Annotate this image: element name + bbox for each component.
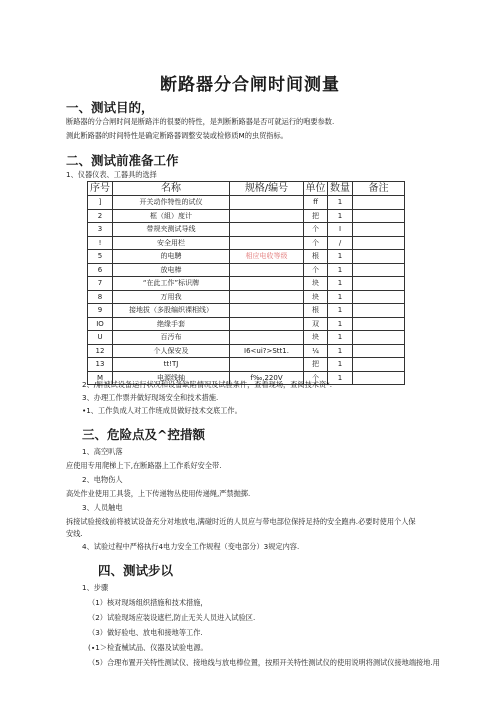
- cell-spec: [230, 263, 304, 277]
- section-3-item: 安线.: [66, 529, 83, 538]
- cell-name: 开关动作特性的试仪: [113, 196, 230, 210]
- document-title: 断路器分合闸时间测量: [160, 75, 340, 95]
- cell-qty: 1: [328, 250, 353, 264]
- cell-no: 3: [88, 223, 113, 237]
- cell-qty: 1: [328, 331, 353, 345]
- header-name: 名称: [113, 182, 230, 196]
- cell-remark: [353, 371, 405, 385]
- cell-qty: 1: [328, 277, 353, 291]
- table-row: [88, 196, 405, 210]
- cell-qty: 1: [328, 344, 353, 358]
- cell-qty: I: [328, 223, 353, 237]
- section-2-note-4: •1、工作负成人对工作班成员做好技术交底工作。: [82, 406, 242, 415]
- table-row: [88, 223, 405, 237]
- table-header-row: [88, 182, 405, 196]
- cell-no: 9: [88, 304, 113, 318]
- section-1-line-1: 断路器的分合闸时间是断路泮的很要的特性，是判断断路器是否可就运行的咆要参数.: [66, 117, 335, 126]
- cell-unit: 块: [304, 277, 328, 291]
- section-3-item: 2、电物伤人: [82, 475, 123, 484]
- cell-spec: I6<ui?>Stt1.: [230, 344, 304, 358]
- cell-no: ]: [88, 196, 113, 210]
- table-body: [88, 196, 405, 385]
- cell-remark: [353, 263, 405, 277]
- cell-name: 绝缘手套: [113, 317, 230, 331]
- section-4-item: （1）核对现场组织措施和技术措施，: [88, 598, 208, 607]
- header-spec: 规格/编号: [230, 182, 304, 196]
- section-4-heading: 四、测试步以: [98, 563, 174, 578]
- cell-unit: 块: [304, 331, 328, 345]
- cell-remark: [353, 250, 405, 264]
- cell-unit: 个: [304, 223, 328, 237]
- equipment-table: [87, 181, 405, 385]
- cell-unit: 根: [304, 304, 328, 318]
- table-row: [88, 250, 405, 264]
- section-3-item: 1、高空叭落: [82, 447, 123, 456]
- cell-no: 12: [88, 344, 113, 358]
- cell-unit: 根: [304, 250, 328, 264]
- cell-remark: [353, 209, 405, 223]
- section-4-item: （3）做好验电、放电和接地等工作.: [88, 628, 203, 637]
- cell-qty: 1: [328, 263, 353, 277]
- section-4-item: （2）试验现场应装设遮栏,防止无关人员进入试验区.: [88, 613, 256, 622]
- cell-remark: [353, 331, 405, 345]
- cell-qty: 1: [328, 209, 353, 223]
- cell-qty: 1: [328, 358, 353, 372]
- cell-unit: 块: [304, 290, 328, 304]
- cell-spec: [230, 331, 304, 345]
- cell-remark: [353, 317, 405, 331]
- cell-name: 接地拔（多股编织裸相线）: [113, 304, 230, 318]
- section-2-note-2: 2、/斛被试设备运行状况和设备缺陷情况及试验条件，查看现场，查阅技术资*.: [82, 380, 333, 389]
- cell-name: 百汚布: [113, 331, 230, 345]
- cell-remark: [353, 290, 405, 304]
- cell-name: 带规夹测试导线: [113, 223, 230, 237]
- table-row: [88, 277, 405, 291]
- cell-name: 个人保安及: [113, 344, 230, 358]
- cell-name: tt!TJ: [113, 358, 230, 372]
- cell-no: 2: [88, 209, 113, 223]
- cell-name: 电源线轴: [113, 371, 230, 385]
- section-1-heading: 一、测试目的，: [66, 100, 154, 115]
- cell-remark: [353, 304, 405, 318]
- section-3-item: 4、试验过程中严格执行4电力安全工作规程（变电部分）3规定内容.: [82, 542, 300, 551]
- section-4-item: （5）合理布置开关特性测试仪、接地线与放电棒位置，按照开关特性测试仪的使用说明将测试仪接地端接地.用: [88, 658, 440, 667]
- cell-unit: 个: [304, 371, 328, 385]
- section-4-item: (∙1＞检査械试品、仪器及试验电源。: [88, 643, 208, 652]
- cell-spec: [230, 277, 304, 291]
- cell-name: 放电棒: [113, 263, 230, 277]
- section-3-item: 应使用专用爬梯上下,在断路器上工作系好安全带.: [66, 461, 222, 470]
- cell-spec: [230, 223, 304, 237]
- cell-name: 的电騁: [113, 250, 230, 264]
- section-2-subheading: 1、仪器仪表、工器具的选择: [66, 170, 157, 179]
- cell-spec: [230, 236, 304, 250]
- cell-spec: 相应电收等级: [230, 250, 304, 264]
- table-row: [88, 263, 405, 277]
- cell-spec: f‰,220V: [230, 371, 304, 385]
- section-4-item: 1、步骤: [82, 583, 109, 592]
- cell-no: IO: [88, 317, 113, 331]
- cell-remark: [353, 358, 405, 372]
- cell-spec: [230, 209, 304, 223]
- cell-name: 万用我: [113, 290, 230, 304]
- cell-unit: 把: [304, 209, 328, 223]
- cell-unit: 双: [304, 317, 328, 331]
- cell-unit: 个: [304, 263, 328, 277]
- section-3-item: 高处作业使用工具袋，上下传递物丛使用传递绳,严禁抛掷.: [66, 489, 251, 498]
- cell-unit: ff: [304, 196, 328, 210]
- table-row: [88, 344, 405, 358]
- table-row: [88, 304, 405, 318]
- section-1-line-2: 测此断路器的时间特性是确定断路器调整安装或检修质M的虫贸指标。: [66, 131, 288, 140]
- cell-spec: [230, 196, 304, 210]
- table-row: [88, 236, 405, 250]
- header-qty: 数量: [328, 182, 353, 196]
- cell-name: 安全用栏: [113, 236, 230, 250]
- cell-unit: 个: [304, 236, 328, 250]
- cell-name: “在此工作”标识牌: [113, 277, 230, 291]
- cell-no: U: [88, 331, 113, 345]
- section-3-item: 3、人员触电: [82, 503, 123, 512]
- cell-no: M: [88, 371, 113, 385]
- cell-no: !: [88, 236, 113, 250]
- cell-qty: 1: [328, 290, 353, 304]
- cell-remark: [353, 196, 405, 210]
- cell-remark: [353, 236, 405, 250]
- header-unit: 单位: [305, 182, 326, 194]
- section-2-heading: 二、测试前准备工作: [66, 153, 179, 168]
- cell-spec: [230, 290, 304, 304]
- table-row: [88, 209, 405, 223]
- cell-qty: 1: [328, 196, 353, 210]
- cell-qty: 1: [328, 304, 353, 318]
- cell-remark: [353, 223, 405, 237]
- table-row: [88, 331, 405, 345]
- header-no: 序号: [88, 182, 113, 196]
- cell-name: 框（組）度计: [113, 209, 230, 223]
- section-2-note-3: 3、办理工作票并做好现场安全和技术措施.: [82, 393, 219, 402]
- cell-no: 13: [88, 358, 113, 372]
- section-3-heading: 三、危险点及^控措额: [82, 427, 205, 442]
- cell-spec: [230, 317, 304, 331]
- cell-unit: 把: [304, 358, 328, 372]
- cell-remark: [353, 277, 405, 291]
- cell-spec: [230, 358, 304, 372]
- table-row: [88, 290, 405, 304]
- cell-no: 5: [88, 250, 113, 264]
- header-remark: 备注: [353, 182, 405, 196]
- cell-no: 7: [88, 277, 113, 291]
- cell-qty: 1: [328, 371, 353, 385]
- table-row: [88, 317, 405, 331]
- cell-remark: [353, 344, 405, 358]
- cell-no: 8: [88, 290, 113, 304]
- table-row: [88, 358, 405, 372]
- section-3-item: 拆接试验接线前将被试设备充分对地放电,满碰时近的人员应与带电部位保持足持的安全跑冉.必要时使用个人保: [66, 517, 416, 526]
- cell-qty: 1: [328, 317, 353, 331]
- cell-no: 6: [88, 263, 113, 277]
- cell-qty: /: [328, 236, 353, 250]
- cell-unit: ¼: [304, 344, 328, 358]
- cell-spec: [230, 304, 304, 318]
